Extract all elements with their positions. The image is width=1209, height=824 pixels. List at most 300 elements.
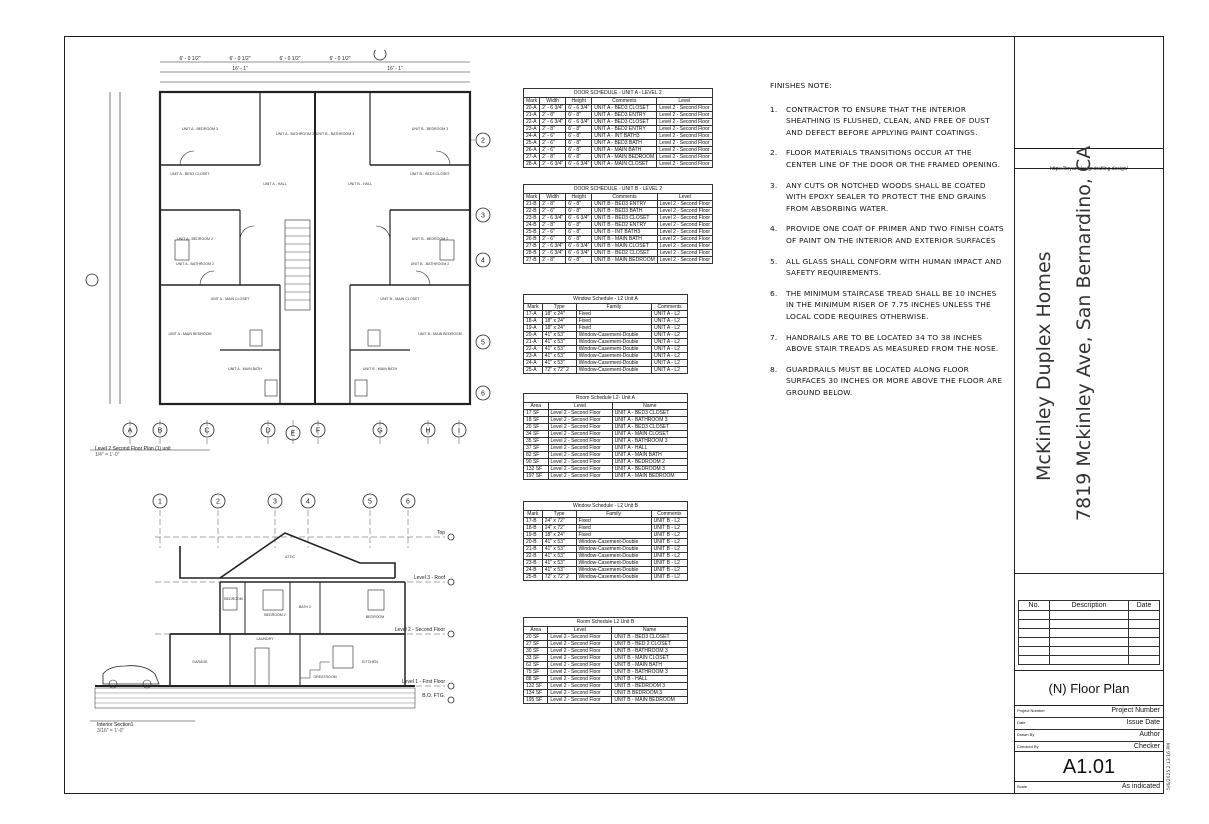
schedule-cell: 41" x 53" bbox=[542, 332, 576, 339]
schedule-cell: Window-Casement-Double bbox=[576, 567, 651, 574]
schedule-cell: 41" x 53" bbox=[542, 339, 576, 346]
schedule-cell: 17-B bbox=[524, 518, 543, 525]
revision-block bbox=[1015, 574, 1163, 671]
schedule-row bbox=[524, 236, 713, 243]
schedule-cell: Window-Casement-Double bbox=[576, 353, 651, 360]
schedule-cell: UNIT B - L2 bbox=[651, 567, 687, 574]
plan-grid-row-label: 2 bbox=[481, 137, 485, 145]
project-meta bbox=[1015, 706, 1163, 752]
plan-dimension-label: 16' - 1" bbox=[232, 66, 248, 72]
schedule-cell: 6' - 6 3/4" bbox=[566, 243, 592, 250]
plan-title bbox=[95, 446, 171, 458]
schedule-cell: 19-B bbox=[524, 532, 543, 539]
schedule-cell: 6' - 6 3/4" bbox=[566, 250, 592, 257]
finishes-note-number: 1. bbox=[770, 104, 778, 114]
finishes-note-number: 6. bbox=[770, 288, 778, 298]
schedule-cell: 23-B bbox=[524, 560, 543, 567]
schedule-cell: UNIT A - MAIN CLOSET bbox=[592, 161, 657, 168]
schedule-row bbox=[524, 690, 688, 697]
schedule-cell: Window-Casement-Double bbox=[576, 553, 651, 560]
plan-room-label: UNIT B - BEDROOM 3 bbox=[411, 127, 449, 131]
schedule-cell: 132 SF bbox=[524, 466, 549, 473]
schedule-cell: 132 SF bbox=[524, 683, 548, 690]
finishes-note-text: GUARDRAILS MUST BE LOCATED ALONG FLOOR SURFACES 30 INCHES OR MORE ABOVE THE FLOOR ARE GROUND BELOW. bbox=[786, 364, 1003, 397]
plan-grid-row-label: 6 bbox=[481, 390, 485, 398]
schedule-title: Room Schedule L2- Unit A bbox=[523, 393, 688, 402]
schedule-cell: 41" x 53" bbox=[542, 539, 576, 546]
room-schedule-unit-a bbox=[523, 393, 688, 480]
schedule-cell: 6' - 8" bbox=[566, 201, 592, 208]
schedule-cell: 6' - 6 3/4" bbox=[566, 161, 592, 168]
schedule-title: DOOR SCHEDULE - UNIT A - LEVEL 2 bbox=[523, 88, 713, 97]
schedule-row bbox=[524, 634, 688, 641]
schedule-cell: Level 2 - Second Floor bbox=[657, 229, 712, 236]
schedule-cell: 2' - 6" bbox=[540, 236, 566, 243]
schedule-cell: Level 2 - Second Floor bbox=[548, 452, 612, 459]
schedule-cell: Level 2 - Second Floor bbox=[548, 690, 612, 697]
plan-room-label: UNIT B - MAIN BEDROOM bbox=[418, 332, 462, 336]
schedule-row bbox=[524, 325, 688, 332]
schedule-cell: 2' - 6 3/4" bbox=[540, 243, 566, 250]
finishes-note bbox=[770, 332, 1005, 355]
schedule-cell: 18-B bbox=[524, 525, 543, 532]
schedule-cell: 2' - 6" bbox=[540, 147, 566, 154]
revision-table bbox=[1018, 600, 1160, 665]
section-room-label: ATTIC bbox=[284, 555, 296, 559]
schedule-cell: 20 SF bbox=[524, 634, 548, 641]
schedule-cell: Level 2 - Second Floor bbox=[548, 410, 612, 417]
schedule-row bbox=[524, 574, 688, 581]
schedule-row bbox=[524, 147, 713, 154]
schedule-row bbox=[524, 318, 688, 325]
schedule-cell: Level 2 - Second Floor bbox=[657, 215, 712, 222]
schedule-cell: 21-B bbox=[524, 201, 540, 208]
interior-section bbox=[85, 488, 465, 723]
plan-grid-col-label: A bbox=[127, 427, 133, 435]
section-room-label: LAUNDRY bbox=[256, 637, 274, 641]
schedule-cell: 26-B bbox=[524, 236, 540, 243]
schedule-cell: 41" x 53" bbox=[542, 553, 576, 560]
finishes-note-text: PROVIDE ONE COAT OF PRIMER AND TWO FINISH COATS OF PAINT ON THE INTERIOR AND EXTERIOR SURFACES bbox=[786, 224, 1004, 245]
schedule-cell: Level 2 - Second Floor bbox=[548, 424, 612, 431]
section-grid-label: 6 bbox=[406, 498, 410, 506]
schedule-cell: UNIT B - BED2 CLOSET bbox=[592, 250, 657, 257]
logo-area bbox=[1015, 36, 1163, 149]
schedule-cell: 23-B bbox=[524, 215, 540, 222]
schedule-cell: UNIT A - BEDROOM 2 bbox=[612, 459, 687, 466]
sheet-name-area bbox=[1015, 671, 1163, 706]
plan-grid-col-label: D bbox=[265, 427, 271, 435]
schedule-cell: UNIT A - BEDROOM 3 bbox=[612, 466, 687, 473]
schedule-cell: Window-Casement-Double bbox=[576, 560, 651, 567]
schedule-cell: 41" x 53" bbox=[542, 546, 576, 553]
schedule-cell: 20-A bbox=[524, 332, 543, 339]
schedule-row bbox=[524, 553, 688, 560]
schedule-header-row bbox=[524, 403, 688, 410]
schedule-cell: 37 SF bbox=[524, 445, 549, 452]
checked-by-label: Checked By bbox=[1017, 744, 1039, 749]
schedule-cell: Window-Casement-Double bbox=[576, 339, 651, 346]
schedule-row bbox=[524, 250, 713, 257]
schedule-cell: UNIT B - L2 bbox=[651, 539, 687, 546]
plan-room-label: UNIT A - BEDROOM 3 bbox=[181, 127, 219, 131]
schedule-cell: Level 2 - Second Floor bbox=[548, 697, 612, 704]
rev-no-header: No. bbox=[1019, 601, 1050, 611]
schedule-row bbox=[524, 567, 688, 574]
schedule-cell: Level 2 - Second Floor bbox=[548, 655, 612, 662]
plan-dimension-label: 6' - 0 1/2" bbox=[329, 56, 351, 62]
schedule-cell: 2' - 6 3/4" bbox=[540, 215, 566, 222]
project-address: 7819 Mckinley Ave, San Bernardino, CA bbox=[1073, 145, 1095, 521]
finishes-note-number: 8. bbox=[770, 364, 778, 374]
schedule-row bbox=[524, 655, 688, 662]
section-room-label: BATH 2 bbox=[298, 605, 312, 609]
schedule-cell: UNIT A - HALL bbox=[612, 445, 687, 452]
finishes-note-text: FLOOR MATERIALS TRANSITIONS OCCUR AT THE CENTER LINE OF THE DOOR OR THE FRAMED OPENING. bbox=[786, 148, 1001, 169]
section-level-label: Level 1 - First Floor bbox=[401, 679, 445, 685]
finishes-note-text: CONTRACTOR TO ENSURE THAT THE INTERIOR SHEATHING IS FLUSHED, CLEAN, AND FREE OF DUST AND DEFECT BEFORE APPLYING PAINT COATINGS. bbox=[786, 104, 990, 137]
schedule-cell: 20 SF bbox=[524, 424, 549, 431]
schedule-cell: Level 2 - Second Floor bbox=[548, 473, 612, 480]
plan-grid-col-label: E bbox=[290, 430, 296, 438]
schedule-cell: UNIT A - L2 bbox=[652, 367, 688, 374]
section-level-label: Level 2 - Second Floor bbox=[394, 627, 445, 633]
schedule-row bbox=[524, 105, 713, 112]
schedule-row bbox=[524, 360, 688, 367]
plan-dimension-label: 16' - 1" bbox=[387, 66, 403, 72]
finishes-note bbox=[770, 223, 1005, 246]
schedule-cell: 2' - 6 3/4" bbox=[540, 250, 566, 257]
schedule-cell: UNIT B - BED3 BATH bbox=[592, 208, 657, 215]
schedule-row bbox=[524, 525, 688, 532]
schedule-cell: Level 2 - Second Floor bbox=[548, 445, 612, 452]
finishes-note bbox=[770, 364, 1005, 399]
schedule-cell: UNIT A - L2 bbox=[652, 311, 688, 318]
schedule-cell: 28-A bbox=[524, 161, 540, 168]
schedule-header-row bbox=[524, 194, 713, 201]
schedule-cell: Level 2 - Second Floor bbox=[657, 236, 712, 243]
schedule-cell: UNIT A - L2 bbox=[652, 325, 688, 332]
schedule-cell: 27-B bbox=[524, 243, 540, 250]
schedule-cell: UNIT A - L2 bbox=[652, 353, 688, 360]
schedule-row bbox=[524, 560, 688, 567]
schedule-cell: 23-A bbox=[524, 126, 540, 133]
schedule-cell: UNIT B - HALL bbox=[612, 676, 688, 683]
schedule-cell: UNIT B - MAIN CLOSET bbox=[612, 655, 688, 662]
schedule-cell: UNIT A - BED3 ENTRY bbox=[592, 112, 657, 119]
schedule-header-cell: Comments bbox=[651, 511, 687, 518]
schedule-header-cell: Type bbox=[542, 511, 576, 518]
finishes-note bbox=[770, 104, 1005, 139]
schedule-cell: 197 SF bbox=[524, 473, 549, 480]
schedule-cell: 2' - 6" bbox=[540, 133, 566, 140]
schedule-cell: 88 SF bbox=[524, 676, 548, 683]
schedule-cell: 2' - 8" bbox=[540, 126, 566, 133]
project-info bbox=[1015, 145, 1163, 574]
schedule-row bbox=[524, 410, 688, 417]
window-schedule-unit-b bbox=[523, 501, 688, 581]
schedule-cell: 22-B bbox=[524, 208, 540, 215]
schedule-header-cell: Name bbox=[612, 627, 688, 634]
schedule-row bbox=[524, 208, 713, 215]
section-grid-label: 2 bbox=[216, 498, 220, 506]
schedule-cell: Level 2 - Second Floor bbox=[657, 133, 712, 140]
schedule-row bbox=[524, 641, 688, 648]
website-text: https://bryantdesigndrafting.design/ bbox=[1050, 166, 1128, 172]
schedule-cell: Level 2 - Second Floor bbox=[657, 208, 712, 215]
schedule-cell: UNIT A - MAIN BATH bbox=[592, 147, 657, 154]
plan-grid-col-label: I bbox=[458, 427, 460, 435]
section-title bbox=[97, 722, 133, 734]
schedule-header-cell: Area bbox=[524, 627, 548, 634]
plan-room-label: UNIT A - BATHROOM 2 bbox=[175, 262, 215, 266]
schedule-cell: Level 2 - Second Floor bbox=[657, 201, 712, 208]
schedule-header-cell: Level bbox=[657, 98, 712, 105]
schedule-cell: UNIT B - BED3 ENTRY bbox=[592, 201, 657, 208]
schedule-cell: 33 SF bbox=[524, 655, 548, 662]
plan-room-label: UNIT B - BATHROOM 3 bbox=[315, 132, 355, 136]
schedule-cell: 2' - 8" bbox=[540, 222, 566, 229]
schedule-cell: UNIT A - L2 bbox=[652, 360, 688, 367]
schedule-header-row bbox=[524, 627, 688, 634]
schedule-header-cell: Level bbox=[548, 403, 612, 410]
section-scale: 3/16" = 1'-0" bbox=[97, 728, 125, 734]
schedule-header-cell: Mark bbox=[524, 98, 540, 105]
schedule-cell: 6' - 6 3/4" bbox=[566, 105, 592, 112]
finishes-notes bbox=[770, 80, 1005, 407]
schedule-cell: UNIT B - L2 bbox=[651, 525, 687, 532]
plan-grid-col-label: B bbox=[157, 427, 163, 435]
room-schedule-unit-b bbox=[523, 617, 688, 704]
schedule-header-row bbox=[524, 304, 688, 311]
schedule-cell: 22-A bbox=[524, 346, 543, 353]
plan-grid-col-label: G bbox=[377, 427, 383, 435]
schedule-cell: Level 2 - Second Floor bbox=[657, 243, 712, 250]
date-label: Date bbox=[1017, 720, 1026, 725]
schedule-cell: 23-A bbox=[524, 353, 543, 360]
schedule-cell: Level 2 - Second Floor bbox=[657, 126, 712, 133]
finishes-note-number: 5. bbox=[770, 256, 778, 266]
schedule-cell: 195 SF bbox=[524, 697, 548, 704]
schedule-row bbox=[524, 201, 713, 208]
schedule-cell: UNIT A - BED3 CLOSET bbox=[612, 424, 687, 431]
schedule-cell: 62 SF bbox=[524, 662, 548, 669]
schedule-cell: Level 2 - Second Floor bbox=[657, 119, 712, 126]
schedule-cell: UNIT B - BED3 CLOSET bbox=[592, 215, 657, 222]
schedule-cell: 18" x 24" bbox=[542, 325, 576, 332]
schedule-header-cell: Type bbox=[542, 304, 576, 311]
schedule-header-cell: Family bbox=[576, 304, 651, 311]
finishes-note-text: ANY CUTS OR NOTCHED WOODS SHALL BE COATED WITH EPOXY SEALER TO PROTECT THE END GRAINS FROM ABSORBING WATER. bbox=[786, 180, 987, 213]
section-level-label: Top bbox=[436, 530, 445, 536]
drawn-by: Author bbox=[1139, 731, 1160, 738]
schedule-cell: UNIT B - BATHROOM 3 bbox=[612, 669, 688, 676]
section-level-label: B.O. FTG. bbox=[422, 693, 445, 699]
schedule-cell: 34 SF bbox=[524, 431, 549, 438]
schedule-cell: UNIT A - BED3 CLOSET bbox=[592, 105, 657, 112]
section-room-label: GREATROOM bbox=[313, 675, 337, 679]
schedule-cell: 2' - 6" bbox=[540, 208, 566, 215]
schedule-cell: 19-A bbox=[524, 325, 543, 332]
schedule-cell: 27-A bbox=[524, 154, 540, 161]
finishes-note-text: THE MINIMUM STAIRCASE TREAD SHALL BE 10 INCHES IN THE MINIMUM RISER OF 7.75 INCHES UNLESS THE LOCAL CODE REQUIRES OTHERWISE. bbox=[786, 288, 997, 321]
schedule-cell: 6' - 8" bbox=[566, 257, 592, 264]
schedule-cell: 2' - 6" bbox=[540, 229, 566, 236]
schedule-cell: Window-Casement-Double bbox=[576, 360, 651, 367]
schedule-cell: 22-A bbox=[524, 119, 540, 126]
sheet-number-area bbox=[1015, 752, 1163, 782]
schedule-cell: Level 2 - Second Floor bbox=[548, 683, 612, 690]
section-room-label: KITCHEN bbox=[362, 660, 378, 664]
schedule-cell: 22-B bbox=[524, 553, 543, 560]
rev-date-header: Date bbox=[1128, 601, 1159, 611]
schedule-cell: UNIT B - BED 2 CLOSET bbox=[612, 641, 688, 648]
schedule-row bbox=[524, 683, 688, 690]
schedule-cell: 26-A bbox=[524, 147, 540, 154]
schedule-cell: 6' - 6 3/4" bbox=[566, 119, 592, 126]
schedule-cell: UNIT A - BED2 ENTRY bbox=[592, 126, 657, 133]
plan-room-label: UNIT B - BEDROOM 2 bbox=[411, 237, 449, 241]
schedule-row bbox=[524, 346, 688, 353]
schedule-cell: UNIT B - L2 bbox=[651, 518, 687, 525]
schedule-cell: UNIT A - BED3 CLOSET bbox=[592, 119, 657, 126]
finishes-note-number: 7. bbox=[770, 332, 778, 342]
print-stamp: 5/6/2025 2:13:16 PM bbox=[1167, 742, 1172, 790]
schedule-cell: Window-Casement-Double bbox=[576, 367, 651, 374]
schedule-cell: UNIT A - L2 bbox=[652, 346, 688, 353]
scale-label: Scale bbox=[1017, 784, 1028, 789]
plan-room-label: UNIT A - BATHROOM 3 bbox=[275, 132, 315, 136]
schedule-cell: 2' - 6 3/4" bbox=[540, 119, 566, 126]
schedule-cell: 6' - 8" bbox=[566, 112, 592, 119]
plan-room-label: UNIT A - MAIN BEDROOM bbox=[168, 332, 212, 336]
schedule-header-cell: Mark bbox=[524, 194, 540, 201]
plan-dimension-label: 6' - 0 1/2" bbox=[179, 56, 201, 62]
schedule-cell: Window-Casement-Double bbox=[576, 546, 651, 553]
schedule-row bbox=[524, 445, 688, 452]
schedule-cell: 24-A bbox=[524, 360, 543, 367]
schedule-cell: 41" x 53" bbox=[542, 353, 576, 360]
schedule-cell: Level 2 - Second Floor bbox=[548, 669, 612, 676]
schedule-cell: Level 2 - Second Floor bbox=[657, 147, 712, 154]
schedule-cell: 25-B bbox=[524, 574, 543, 581]
finishes-title: FINISHES NOTE: bbox=[770, 81, 832, 90]
sheet-name: (N) Floor Plan bbox=[1048, 681, 1130, 696]
schedule-cell: Level 2 - Second Floor bbox=[548, 417, 612, 424]
schedule-cell: Level 2 - Second Floor bbox=[548, 634, 612, 641]
finishes-note-text: ALL GLASS SHALL CONFORM WITH HUMAN IMPACT AND SAFETY REQUIREMENTS. bbox=[786, 256, 1002, 278]
plan-grid-col-label: C bbox=[204, 427, 210, 435]
section-level-label: Level 3 - Roof bbox=[413, 575, 445, 581]
schedule-cell: Level 2 - Second Floor bbox=[548, 466, 612, 473]
schedule-cell: Fixed bbox=[576, 325, 651, 332]
project-number: Project Number bbox=[1111, 707, 1160, 714]
schedule-cell: 2' - 6" bbox=[540, 140, 566, 147]
schedule-cell: UNIT A - BATHROOM 3 bbox=[612, 438, 687, 445]
finishes-note bbox=[770, 180, 1005, 215]
schedule-cell: 6' - 8" bbox=[566, 222, 592, 229]
schedule-cell: 6' - 8" bbox=[566, 126, 592, 133]
schedule-cell: Level 2 - Second Floor bbox=[657, 112, 712, 119]
schedule-cell: 2' - 6 3/4" bbox=[540, 161, 566, 168]
door-schedule-unit-a bbox=[523, 88, 713, 168]
schedule-row bbox=[524, 518, 688, 525]
schedule-cell: UNIT B - L2 bbox=[651, 553, 687, 560]
schedule-row bbox=[524, 417, 688, 424]
schedule-cell: 6' - 8" bbox=[566, 229, 592, 236]
schedule-cell: Level 2 - Second Floor bbox=[548, 676, 612, 683]
schedule-cell: Level 2 - Second Floor bbox=[657, 222, 712, 229]
schedule-title: Window Schedule - L2 Unit A bbox=[523, 294, 688, 303]
schedule-cell: 24-A bbox=[524, 133, 540, 140]
schedule-row bbox=[524, 140, 713, 147]
schedule-cell: Fixed bbox=[576, 318, 651, 325]
window-schedule-unit-a bbox=[523, 294, 688, 374]
schedule-header-cell: Width bbox=[540, 194, 566, 201]
section-grid-label: 5 bbox=[368, 498, 372, 506]
finishes-note-text: HANDRAILS ARE TO BE LOCATED 34 TO 38 INCHES ABOVE STAIR TREADS AS MEASURED FROM THE NOSE. bbox=[786, 332, 999, 354]
schedule-header-cell: Comments bbox=[592, 194, 657, 201]
schedule-cell: 20-B bbox=[524, 539, 543, 546]
schedule-row bbox=[524, 126, 713, 133]
schedule-cell: 41" x 53" bbox=[542, 560, 576, 567]
finishes-list bbox=[770, 104, 1005, 399]
schedule-row bbox=[524, 332, 688, 339]
plan-room-label: UNIT B - HALL bbox=[348, 182, 372, 186]
schedule-cell: Fixed bbox=[576, 311, 651, 318]
schedule-cell: 75 SF bbox=[524, 669, 548, 676]
schedule-row bbox=[524, 697, 688, 704]
checked-by: Checker bbox=[1133, 743, 1160, 750]
plan-room-label: UNIT A - HALL bbox=[263, 182, 287, 186]
schedule-header-cell: Level bbox=[657, 194, 712, 201]
schedule-cell: 17-A bbox=[524, 311, 543, 318]
schedule-cell: UNIT B - BEDROOM 3 bbox=[612, 683, 688, 690]
schedule-header-cell: Name bbox=[612, 403, 687, 410]
section-grid-label: 1 bbox=[158, 498, 162, 506]
schedule-header-cell: Mark bbox=[524, 511, 543, 518]
schedule-cell: Level 2 - Second Floor bbox=[548, 648, 612, 655]
schedule-row bbox=[524, 257, 713, 264]
schedule-cell: 6' - 8" bbox=[566, 236, 592, 243]
finishes-note-number: 3. bbox=[770, 180, 778, 190]
schedule-cell: UNIT A - MAIN CLOSET bbox=[612, 431, 687, 438]
schedule-row bbox=[524, 438, 688, 445]
section-room-label: BEDROOM 2 bbox=[264, 613, 286, 617]
schedule-cell: 25-A bbox=[524, 367, 543, 374]
schedule-title: DOOR SCHEDULE - UNIT B - LEVEL 2 bbox=[523, 184, 713, 193]
schedule-row bbox=[524, 546, 688, 553]
schedule-cell: Level 2 - Second Floor bbox=[548, 662, 612, 669]
schedule-cell: 2' - 8" bbox=[540, 257, 566, 264]
plan-room-label: UNIT A - MAIN CLOSET bbox=[210, 297, 250, 301]
schedule-cell: UNIT B - MAIN BEDROOM bbox=[592, 257, 657, 264]
schedule-cell: UNIT B - BATHROOM 3 bbox=[612, 648, 688, 655]
schedule-header-cell: Mark bbox=[524, 304, 543, 311]
schedule-row bbox=[524, 539, 688, 546]
schedule-row bbox=[524, 229, 713, 236]
schedule-row bbox=[524, 353, 688, 360]
schedule-cell: UNIT A - MAIN BEDROOM bbox=[612, 473, 687, 480]
schedule-cell: 24-B bbox=[524, 222, 540, 229]
plan-room-label: UNIT B - MAIN CLOSET bbox=[380, 297, 420, 301]
schedule-cell: Level 2 - Second Floor bbox=[548, 431, 612, 438]
schedule-cell: 41" x 53" bbox=[542, 567, 576, 574]
schedule-cell: Level 2 - Second Floor bbox=[548, 438, 612, 445]
schedule-cell: UNIT B - BED2 ENTRY bbox=[592, 222, 657, 229]
schedule-cell: Level 2 - Second Floor bbox=[657, 250, 712, 257]
schedule-cell: Window-Casement-Double bbox=[576, 332, 651, 339]
